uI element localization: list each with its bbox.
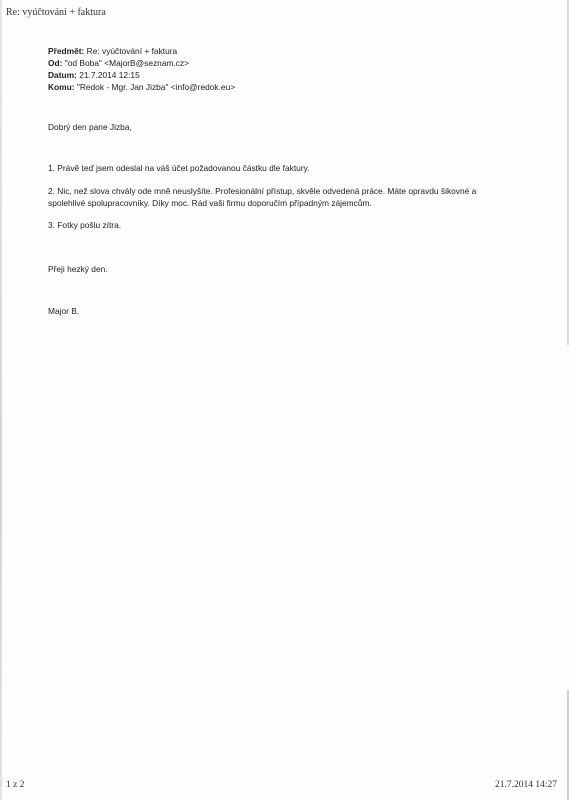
date-value: 21.7.2014 12:15: [79, 70, 140, 80]
page-number: 1 z 2: [6, 780, 25, 790]
point-2-line-2: spolehlivé spolupracovníky. Díky moc. Rád vaši firmu doporučím případným zájemcům.: [48, 198, 372, 208]
scan-edge-left: [0, 0, 2, 800]
subject-label: Předmět:: [48, 46, 85, 56]
paragraph-point-3: 3. Fotky pošlu zítra.: [48, 220, 122, 230]
point-2-line-1: 2. Nic, než slova chvály ode mně neuslyšíte. Profesionální přístup, skvěle odvedená práce. Máte opravdu šikovné a: [48, 186, 477, 196]
to-value: "Redok - Mgr. Jan Jizba" <info@redok.eu>: [76, 82, 236, 92]
from-label: Od:: [48, 58, 63, 68]
document-title: Re: vyúčtování + faktura: [6, 7, 106, 18]
subject-value: Re: vyúčtování + faktura: [86, 46, 178, 56]
greeting: Dobrý den pane Jizba,: [48, 122, 132, 132]
signature: Major B.: [48, 306, 80, 316]
from-value: "od Boba" <MajorB@seznam.cz>: [64, 58, 190, 68]
email-header: [48, 45, 235, 93]
to-line: [48, 81, 235, 93]
date-line: [48, 69, 235, 81]
to-label: Komu:: [48, 82, 75, 92]
subject-line: [48, 45, 235, 57]
paragraph-point-1: 1. Právě teď jsem odeslal na váš účet požadovanou částku dle faktury.: [48, 163, 310, 173]
date-label: Datum:: [48, 70, 77, 80]
from-line: [48, 57, 235, 69]
print-timestamp: 21.7.2014 14:27: [494, 780, 557, 790]
closing: Přeji hezký den.: [48, 264, 108, 274]
paragraph-point-2: [48, 185, 548, 209]
